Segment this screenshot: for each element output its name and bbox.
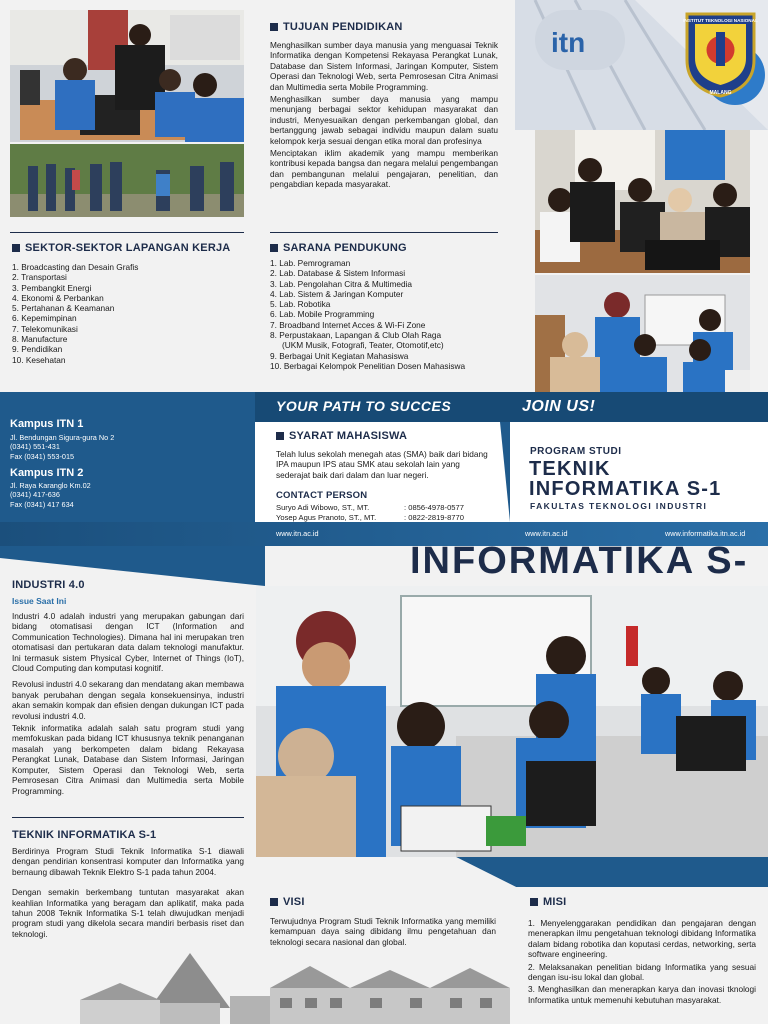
strip-web-prog-left[interactable]: www.itn.ac.id [525, 529, 568, 538]
fakultas-label: FAKULTAS TEKNOLOGI INDUSTRI [530, 501, 708, 511]
contact-phone[interactable]: : 0822-2819-8770 [404, 512, 464, 522]
tujuan-paragraph-1: Menghasilkan sumber daya manusia yang menguasai Teknik Informatika dengan Kompetensi Rekayasa Perangkat Lunak, Database dan Sistem Informasi, Jaringan Komputer, Sistem Operasi dan Teknologi Web, serta Pemrosesan Citra Animasi dan Multimedia serta Mobile Programming. [270, 40, 498, 92]
heading-square-icon [12, 244, 20, 252]
strip-web-left[interactable]: www.itn.ac.id [276, 529, 319, 538]
tujuan-text [270, 40, 498, 192]
list-item: 4. Ekonomi & Perbankan [12, 292, 104, 303]
classroom-photo [535, 275, 750, 392]
list-item: (UKM Musik, Fotografi, Teater, Otomotif,etc) [282, 340, 444, 351]
industri-sub: Issue Saat Ini [12, 596, 67, 606]
tis1-paragraph-2: Dengan semakin berkembang tuntutan masyarakat akan keahlian Informatika yang beragam dan aplikatif, maka pada tahun 2008 Teknik Informatika S-1 telah diwujudkan menjadi program studi yang dikelola secara mandiri berbasis riset dan teknologi. [12, 887, 244, 939]
big-title: INFORMATIKA S- [410, 540, 749, 582]
list-item: 8. Perpustakaan, Lapangan & Club Olah Raga [270, 330, 442, 341]
list-item: 7. Telekomunikasi [12, 323, 78, 334]
divider [270, 232, 498, 233]
sarana-heading: SARANA PENDUKUNG [270, 242, 407, 254]
visi-heading: VISI [270, 896, 305, 908]
kampus1-title: Kampus ITN 1 [10, 418, 84, 430]
kampus1-address [10, 433, 114, 461]
slogan-join: JOIN US! [522, 398, 596, 415]
visi-text: Terwujudnya Program Studi Teknik Informatika yang memiliki kemampuan daya saing dibidang ilmu pengetahuan dan teknologi secara nasional dan global. [270, 916, 496, 947]
tujuan-heading: TUJUAN PENDIDIKAN [270, 21, 403, 33]
robotics-lab-photo [256, 586, 768, 857]
industri-paragraph-3: Teknik informatika adalah salah satu program studi yang memfokuskan pada bidang ICT khususnya teknik penanganan masalah yang berkompeten dalam bidang Rekayasa Perangkat Lunak, Database dan Sistem Informasi, Jaringan Komputer, Sistem Operasi dan Teknologi Web, serta Pemrosesan Citra Animasi dan Multimedia serta Mobile Programming. [12, 723, 244, 796]
heading-square-icon [530, 898, 538, 906]
strip-web-prog-right[interactable]: www.informatika.itn.ac.id [665, 529, 746, 538]
list-item: 6. Lab. Mobile Programming [270, 309, 375, 320]
tis1-text [12, 846, 244, 941]
industri-heading: INDUSTRI 4.0 [12, 579, 85, 591]
kampus2-title: Kampus ITN 2 [10, 467, 84, 479]
tis1-paragraph-1: Berdirinya Program Studi Teknik Informatika S-1 diawali dengan pendirian konsentrasi komputer dan Informatika yang bernaung dibawah Teknik Elektro S-1 pada tahun 2004. [12, 846, 244, 877]
list-item: 6. Kepemimpinan [12, 313, 77, 324]
list-item: 5. Lab. Robotika [270, 299, 331, 310]
heading-square-icon [270, 244, 278, 252]
divider [12, 817, 244, 818]
industri-paragraph-1: Industri 4.0 adalah industri yang merupakan gabungan dari bidang otomatisasi dengan ICT (Information and Communication Technologies). Dimana hal ini merupakan tren otomatisasi dan pertukaran data dalam teknologi manufaktur. Ini termasuk sistem Physical Cyber, Internet of Things (IoT), Cloud Computing dan komputasi kognitif. [12, 611, 244, 674]
fax-line: Fax (0341) 553-015 [10, 451, 75, 461]
industri-paragraph-2: Revolusi industri 4.0 sekarang dan mendatang akan membawa banyak perubahan dengan segala konsekuensinya, industri akan semakin kompak dan efisien dengan dukungan ICT pada revolusi industri 4.0. [12, 679, 244, 721]
list-item: 1. Broadcasting dan Desain Grafis [12, 262, 139, 272]
sarana-list [270, 258, 465, 371]
misi-heading: MISI [530, 896, 566, 908]
list-item: 3. Pembangkit Energi [12, 282, 92, 293]
divider [10, 232, 244, 233]
list-item: 10. Kesehatan [12, 354, 66, 365]
svg-text:INSTITUT TEKNOLOGI NASIONAL: INSTITUT TEKNOLOGI NASIONAL [683, 18, 758, 23]
list-item: 9. Pendidikan [12, 344, 63, 355]
heading-square-icon [270, 23, 278, 31]
contact-row [276, 513, 496, 523]
list-item: 3. Lab. Pengolahan Citra & Multimedia [270, 278, 413, 289]
photo-wedge-decor [256, 857, 768, 887]
misi-item-3: 3. Menghasilkan dan menerapkan karya dan inovasi tknologi Informatika untuk memenuhi kebutuhan masyarakat. [528, 984, 756, 1005]
phone-line: (0341) 417-636 [10, 490, 60, 500]
heading-square-icon [270, 898, 278, 906]
sektor-heading: SEKTOR-SEKTOR LAPANGAN KERJA [12, 242, 230, 254]
misi-item-1: 1. Menyelenggarakan pendidikan dan pengajaran dengan menerapkan ilmu pengetahuan teknologi dibidang Informatika dalam bidang robotika dan koputasi cerdas, networking, serta software engineering. [528, 918, 756, 960]
tujuan-paragraph-3: Menciptakan iklim akademik yang mampu memberikan kontribusi kepada bangsa dan negara melalui pengembangan dan pembangunan melalui pengajaran, penelitian, dan pengabdian kepada masyarakat. [270, 148, 498, 190]
program-line1: TEKNIK [529, 458, 611, 480]
students-laptop-photo [535, 130, 750, 273]
contact-name: Suryo Adi Wibowo, ST., MT. [276, 503, 370, 512]
address-line: Jl. Bendungan Sigura-gura No 2 [10, 433, 115, 442]
phone-line: (0341) 551-431 [10, 442, 60, 452]
contact-phone[interactable]: : 0856-4978-0577 [404, 503, 464, 512]
group-photo-outdoor [10, 144, 244, 217]
contact-list [276, 503, 496, 522]
syarat-text: Telah lulus sekolah menegah atas (SMA) baik dari bidang IPA maupun IPS atau SMK atau sekolah lain yang sederajat baik dari dalam dan luar negeri. [276, 449, 488, 480]
list-item: 9. Berbagai Unit Kegiatan Mahasiswa [270, 350, 409, 361]
list-item: 1. Lab. Pemrograman [270, 258, 351, 268]
contact-heading: CONTACT PERSON [276, 490, 368, 501]
campus-building-illustration [80, 948, 510, 1024]
heading-square-icon [276, 432, 284, 440]
program-line2: INFORMATIKA S-1 [529, 478, 722, 500]
list-item: 5. Pertahanan & Keamanan [12, 303, 115, 314]
address-line: Jl. Raya Karanglo Km.02 [10, 481, 91, 490]
industri-text [12, 611, 244, 798]
syarat-heading: SYARAT MAHASISWA [276, 430, 407, 442]
kampus2-address [10, 481, 91, 509]
list-item: 2. Lab. Database & Sistem Informasi [270, 268, 406, 279]
contact-name: Yosep Agus Pranoto, ST., MT. [276, 512, 377, 522]
svg-text:MALANG: MALANG [709, 90, 732, 96]
tujuan-paragraph-2: Menghasilkan sumber daya manusia yang mampu menunjang berbagai sektor kehidupan masyarakat dan industri, Menyesuaikan dengan perkembangan global, dan bertanggung jawab sebagai individu maupun dalam suatu kelompok kerja sesuai dengan etika moral dan profesinya [270, 94, 498, 146]
fax-line: Fax (0341) 417 634 [10, 499, 74, 509]
lab-photo-top-left [10, 10, 244, 142]
list-item: 8. Manufacture [12, 334, 68, 345]
misi-item-2: 2. Melaksanakan penelitian bidang Informatika yang sesuai dengan isu-isu lokal dan global. [528, 961, 756, 983]
svg-text:itn: itn [551, 27, 586, 58]
itn-logo [683, 10, 758, 98]
slogan-path: YOUR PATH TO SUCCES [276, 398, 452, 414]
list-item: 10. Berbagai Kelompok Penelitian Dosen Mahasiswa [270, 360, 466, 371]
list-item: 2. Transportasi [12, 272, 67, 283]
tis1-heading: TEKNIK INFORMATIKA S-1 [12, 829, 157, 841]
list-item: 7. Broadband Internet Acces & Wi-Fi Zone [270, 319, 426, 330]
sektor-list [12, 262, 138, 365]
list-item: 4. Lab. Sistem & Jaringan Komputer [270, 288, 404, 299]
misi-list [528, 918, 756, 1007]
program-label: PROGRAM STUDI [530, 446, 622, 457]
contact-row [276, 503, 496, 513]
